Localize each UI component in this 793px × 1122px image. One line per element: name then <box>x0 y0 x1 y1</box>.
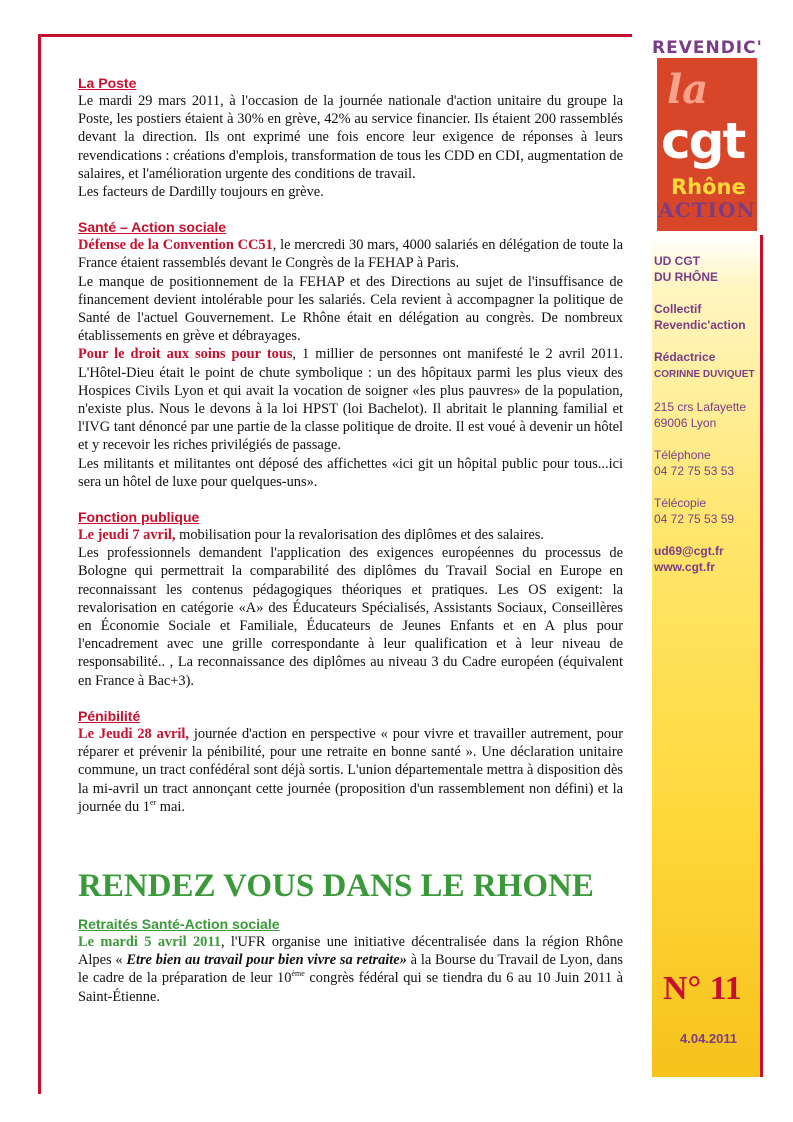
sante-paragraph-4: Les militants et militantes ont déposé des affichettes «ici git un hôpital public pour tous...ici sera un hôtel de luxe pour quelques-uns». <box>78 455 623 490</box>
org-block <box>654 253 764 285</box>
retraites-sup: ème <box>291 969 305 979</box>
section-title-penibilite: Pénibilité <box>78 707 141 724</box>
logo-revendic-text: REVENDIC' <box>652 38 763 58</box>
retraites-quote: Etre bien au travail pour bien vivre sa retraite» <box>126 952 407 969</box>
main-content <box>78 75 623 1006</box>
fax-number: 04 72 75 53 59 <box>654 512 735 526</box>
fax-label: Télécopie <box>654 496 707 510</box>
org-line1: UD CGT <box>654 254 700 268</box>
logo-cgt-text: cgt <box>661 112 745 170</box>
editor-block <box>654 349 764 383</box>
address-block <box>654 399 764 431</box>
sante-paragraph-1 <box>78 236 623 272</box>
editor-label: Rédactrice <box>654 350 716 364</box>
section-title-poste: La Poste <box>78 75 137 91</box>
phone-number: 04 72 75 53 53 <box>654 464 735 478</box>
issue-date: 4.04.2011 <box>680 1031 738 1046</box>
fonction-text: mobilisation pour la revalorisation des diplômes et des salaires. <box>175 527 545 544</box>
email-link[interactable]: ud69@cgt.fr <box>654 544 724 558</box>
phone-block <box>654 447 764 479</box>
cgt-logo <box>652 38 762 223</box>
poste-paragraph-1: Le mardi 29 mars 2011, à l'occasion de la journée nationale d'action unitaire du groupe la Poste, les postiers étaient à 30% en grève, 42% au service financier. Ils étaient 200 rassemblés devant la direction. Ils ont exprimé une fois encore leur exigence de réponses à leurs revendications : créations d'emplois, transformation de tous les CDD en CDI, augmentation de salaires, et l'amélioration urgente des conditions de travail. <box>78 93 623 182</box>
page-frame-top-rule <box>38 34 632 37</box>
fax-block <box>654 495 764 527</box>
retraites-text-3: congrès fédéral qui se tiendra du 6 au 10 Juin 2011 à Saint-Étienne. <box>78 970 623 1005</box>
web-block <box>654 543 764 575</box>
retraites-lead: Le mardi 5 avril 2011 <box>78 933 221 950</box>
phone-label: Téléphone <box>654 448 711 462</box>
sante-lead-1: Défense de la Convention CC51 <box>78 237 273 254</box>
website-link[interactable]: www.cgt.fr <box>654 560 715 574</box>
address-line1: 215 crs Lafayette <box>654 400 747 414</box>
rhone-heading: RENDEZ VOUS DANS LE RHONE <box>78 867 594 904</box>
collective-block <box>654 301 764 333</box>
collective-line1: Collectif <box>654 302 702 316</box>
fonction-paragraph-2: Les professionnels demandent l'application des exigences européennes du processus de Bologne qui permettrait la comparabilité des diplômes du Travail Social en Europe en reconnaissant les contenus pédagogiques théoriques et pratiques. Les OS exigent: la revalorisation en catégorie «A» des Éducateurs Spécialisés, Assistants Sociaux, Conseillères en Économie Sociale et Familiale, Éducateurs de Jeunes Enfants et en A plus pour l'encadrement avec une grille correspondante à leur qualification et à leur niveau de responsabilité.. , La reconnaissance des diplômes au niveau 3 du Cadre européen (équivalent en France à Bac+3). <box>78 545 623 689</box>
sante-text-2: , 1 millier de personnes ont manifesté le 2 avril 2011. L'Hôtel-Dieu était le point de chute symbolique : un des hôpitaux parmi les plus vieux des Hospices Civils Lyon et qui avait la vocation de soigner «les plus pauvres» de la population, n'existe plus. Nous le devons à la loi HPST (loi Bachelot). Il abritait le planning familial et l'IVG tant dénoncé par une partie de la classe politique de droite. Il est voué à devenir un hôtel et y recevoir les riches privilégiés de passage. <box>78 346 623 454</box>
collective-line2: Revendic'action <box>654 318 746 332</box>
sante-lead-2: Pour le droit aux soins pour tous <box>78 346 293 363</box>
section-title-retraites: Retraités Santé-Action sociale <box>78 915 280 932</box>
retraites-text-2: à la Bourse du Travail de Lyon, dans le cadre de la préparation de leur 10 <box>78 952 623 987</box>
org-line2: DU RHÔNE <box>654 270 719 284</box>
issue-number: N° 11 <box>663 970 742 1007</box>
fonction-lead: Le jeudi 7 avril, <box>78 527 176 544</box>
sidebar-contact-info <box>654 253 764 591</box>
editor-name: CORINNE DUVIQUET <box>654 369 755 380</box>
section-title-sante: Santé – Action sociale <box>78 219 227 236</box>
penibilite-sup: er <box>149 797 157 807</box>
page-frame-left-rule <box>38 34 41 1094</box>
penibilite-end: mai. <box>156 798 185 815</box>
penibilite-text: journée d'action en perspective « pour vivre et travailler autrement, pour réparer et prévenir la pénibilité, pour une retraite en bonne santé ». Une déclaration unitaire commune, un tract confédéral sont déjà sortis. L'union départementale mettra à disposition dès la mi-avril un tract annonçant cette journée (proposition d'un rassemblement non défini) et la journée du 1 <box>78 725 623 815</box>
penibilite-lead: Le Jeudi 28 avril, <box>78 725 190 742</box>
sante-paragraph-3 <box>78 345 623 454</box>
sante-paragraph-2: Le manque de positionnement de la FEHAP et des Directions au sujet de l'insuffisance de financement devient intolérable pour les salariés. Cela revient à accompagner la politique de Santé de l'actuel Gouvernement. Le Rhône était en délégation au congrès. De nombreux établissements en grève et débrayages. <box>78 273 623 345</box>
logo-action-text: ACTION <box>658 198 756 222</box>
fonction-paragraph-1 <box>78 526 623 544</box>
penibilite-paragraph <box>78 725 623 816</box>
sante-text-1: , le mercredi 30 mars, 4000 salariés en délégation de toute la France étaient rassemblés devant le Congrès de la FEHAP à Paris. <box>78 237 623 272</box>
logo-rhone-text: Rhône <box>671 175 746 199</box>
address-line2: 69006 Lyon <box>654 416 717 430</box>
section-title-fonction: Fonction publique <box>78 509 200 526</box>
poste-paragraph-2: Les facteurs de Dardilly toujours en grève. <box>78 184 324 201</box>
logo-la-text: la <box>667 66 709 113</box>
retraites-paragraph <box>78 933 623 1006</box>
retraites-text-1: , l'UFR organise une initiative décentralisée dans la région Rhône Alpes « <box>78 933 623 969</box>
